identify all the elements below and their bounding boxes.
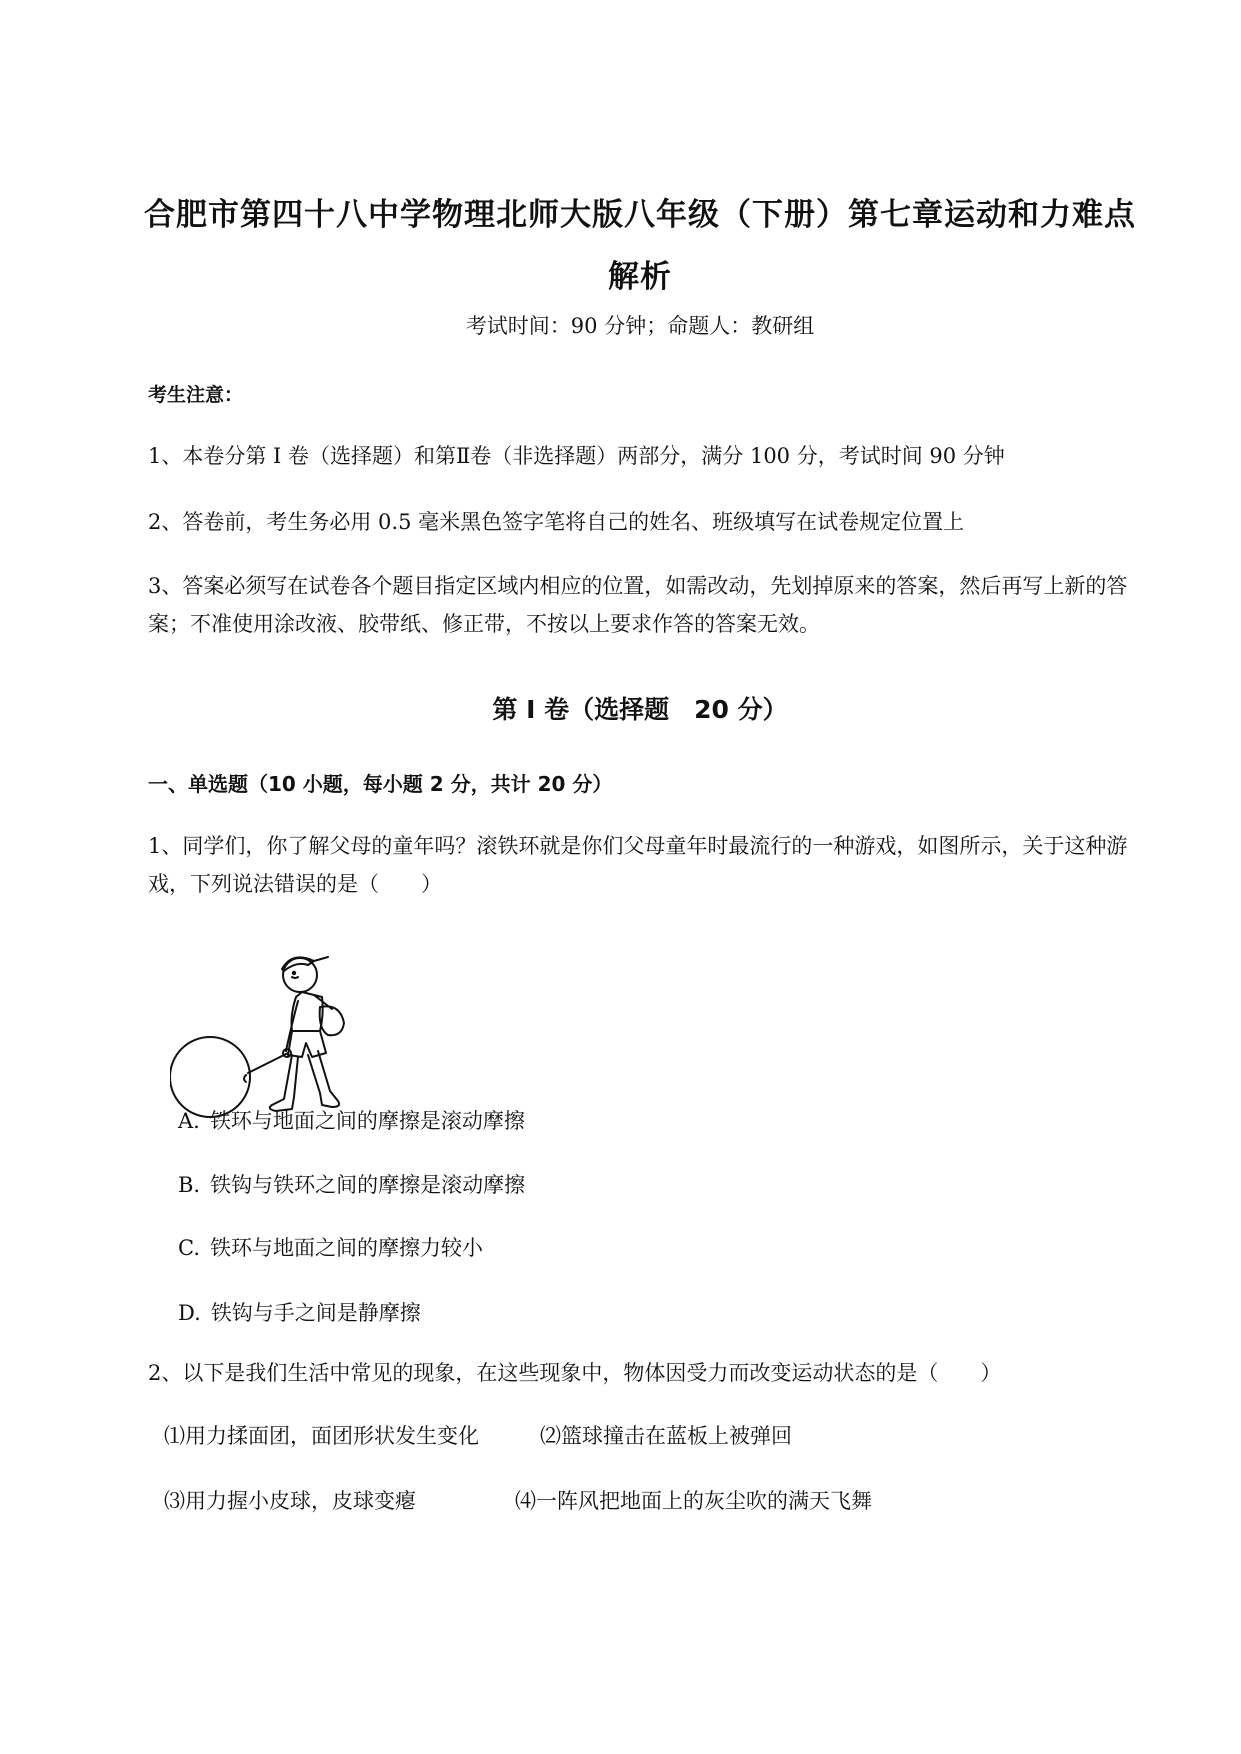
option-text: 铁钩与铁环之间的摩擦是滚动摩擦 — [210, 1173, 526, 1197]
q2-item-4: ⑷一阵风把地面上的灰尘吹的满天飞舞 — [515, 1489, 872, 1513]
option-letter: D. — [178, 1301, 201, 1325]
option-letter: C. — [178, 1236, 200, 1260]
q1-option-b — [178, 1169, 525, 1199]
notice-item-3: 3、答案必须写在试卷各个题目指定区域内相应的位置，如需改动，先划掉原来的答案，然后再写上新的答案；不准使用涂改液、胶带纸、修正带，不按以上要求作答的答案无效。 — [148, 574, 1128, 636]
q1-option-c — [178, 1232, 483, 1262]
notice-item-1: 1、本卷分第 I 卷（选择题）和第Ⅱ卷（非选择题）两部分，满分 100 分，考试时间 90 分钟 — [148, 444, 1005, 468]
q2-item-3: ⑶用力握小皮球，皮球变瘪 — [164, 1489, 416, 1513]
leg-right — [308, 1051, 339, 1107]
section-title: 第 I 卷（选择题 20 分） — [492, 695, 788, 724]
leg-left — [270, 1055, 298, 1111]
option-letter: B. — [178, 1173, 201, 1197]
notice-item-2: 2、答卷前，考生务必用 0.5 毫米黑色签字笔将自己的姓名、班级填写在试卷规定位置上 — [148, 510, 965, 534]
hoop-rolling-illustration — [170, 935, 380, 1125]
notice-heading: 考生注意： — [148, 384, 244, 406]
option-text: 铁环与地面之间的摩擦力较小 — [210, 1236, 483, 1260]
shorts — [288, 1031, 326, 1057]
q1-option-a — [178, 1105, 525, 1135]
q1-option-d — [178, 1297, 421, 1327]
document-title: 合肥市第四十八中学物理北师大版八年级（下册）第七章运动和力难点解析 — [144, 197, 1136, 295]
q2-item-1: ⑴用力揉面团，面团形状发生变化 — [164, 1424, 479, 1448]
question-2-stem: 2、以下是我们生活中常见的现象，在这些现象中，物体因受力而改变运动状态的是（ ） — [148, 1361, 1002, 1385]
hook-stick — [248, 1053, 288, 1073]
question-group-heading: 一、单选题（10 小题，每小题 2 分，共计 20 分） — [148, 772, 613, 796]
option-text: 铁环与地面之间的摩擦是滚动摩擦 — [209, 1109, 525, 1133]
q2-item-2: ⑵篮球撞击在蓝板上被弹回 — [540, 1424, 792, 1448]
option-letter: A. — [178, 1109, 200, 1133]
question-1-stem: 1、同学们，你了解父母的童年吗？滚铁环就是你们父母童年时最流行的一种游戏，如图所示，关于这种游戏，下列说法错误的是（ ） — [148, 834, 1128, 896]
exam-meta: 考试时间：90 分钟；命题人：教研组 — [465, 314, 815, 338]
option-text: 铁钩与手之间是静摩擦 — [210, 1301, 421, 1325]
